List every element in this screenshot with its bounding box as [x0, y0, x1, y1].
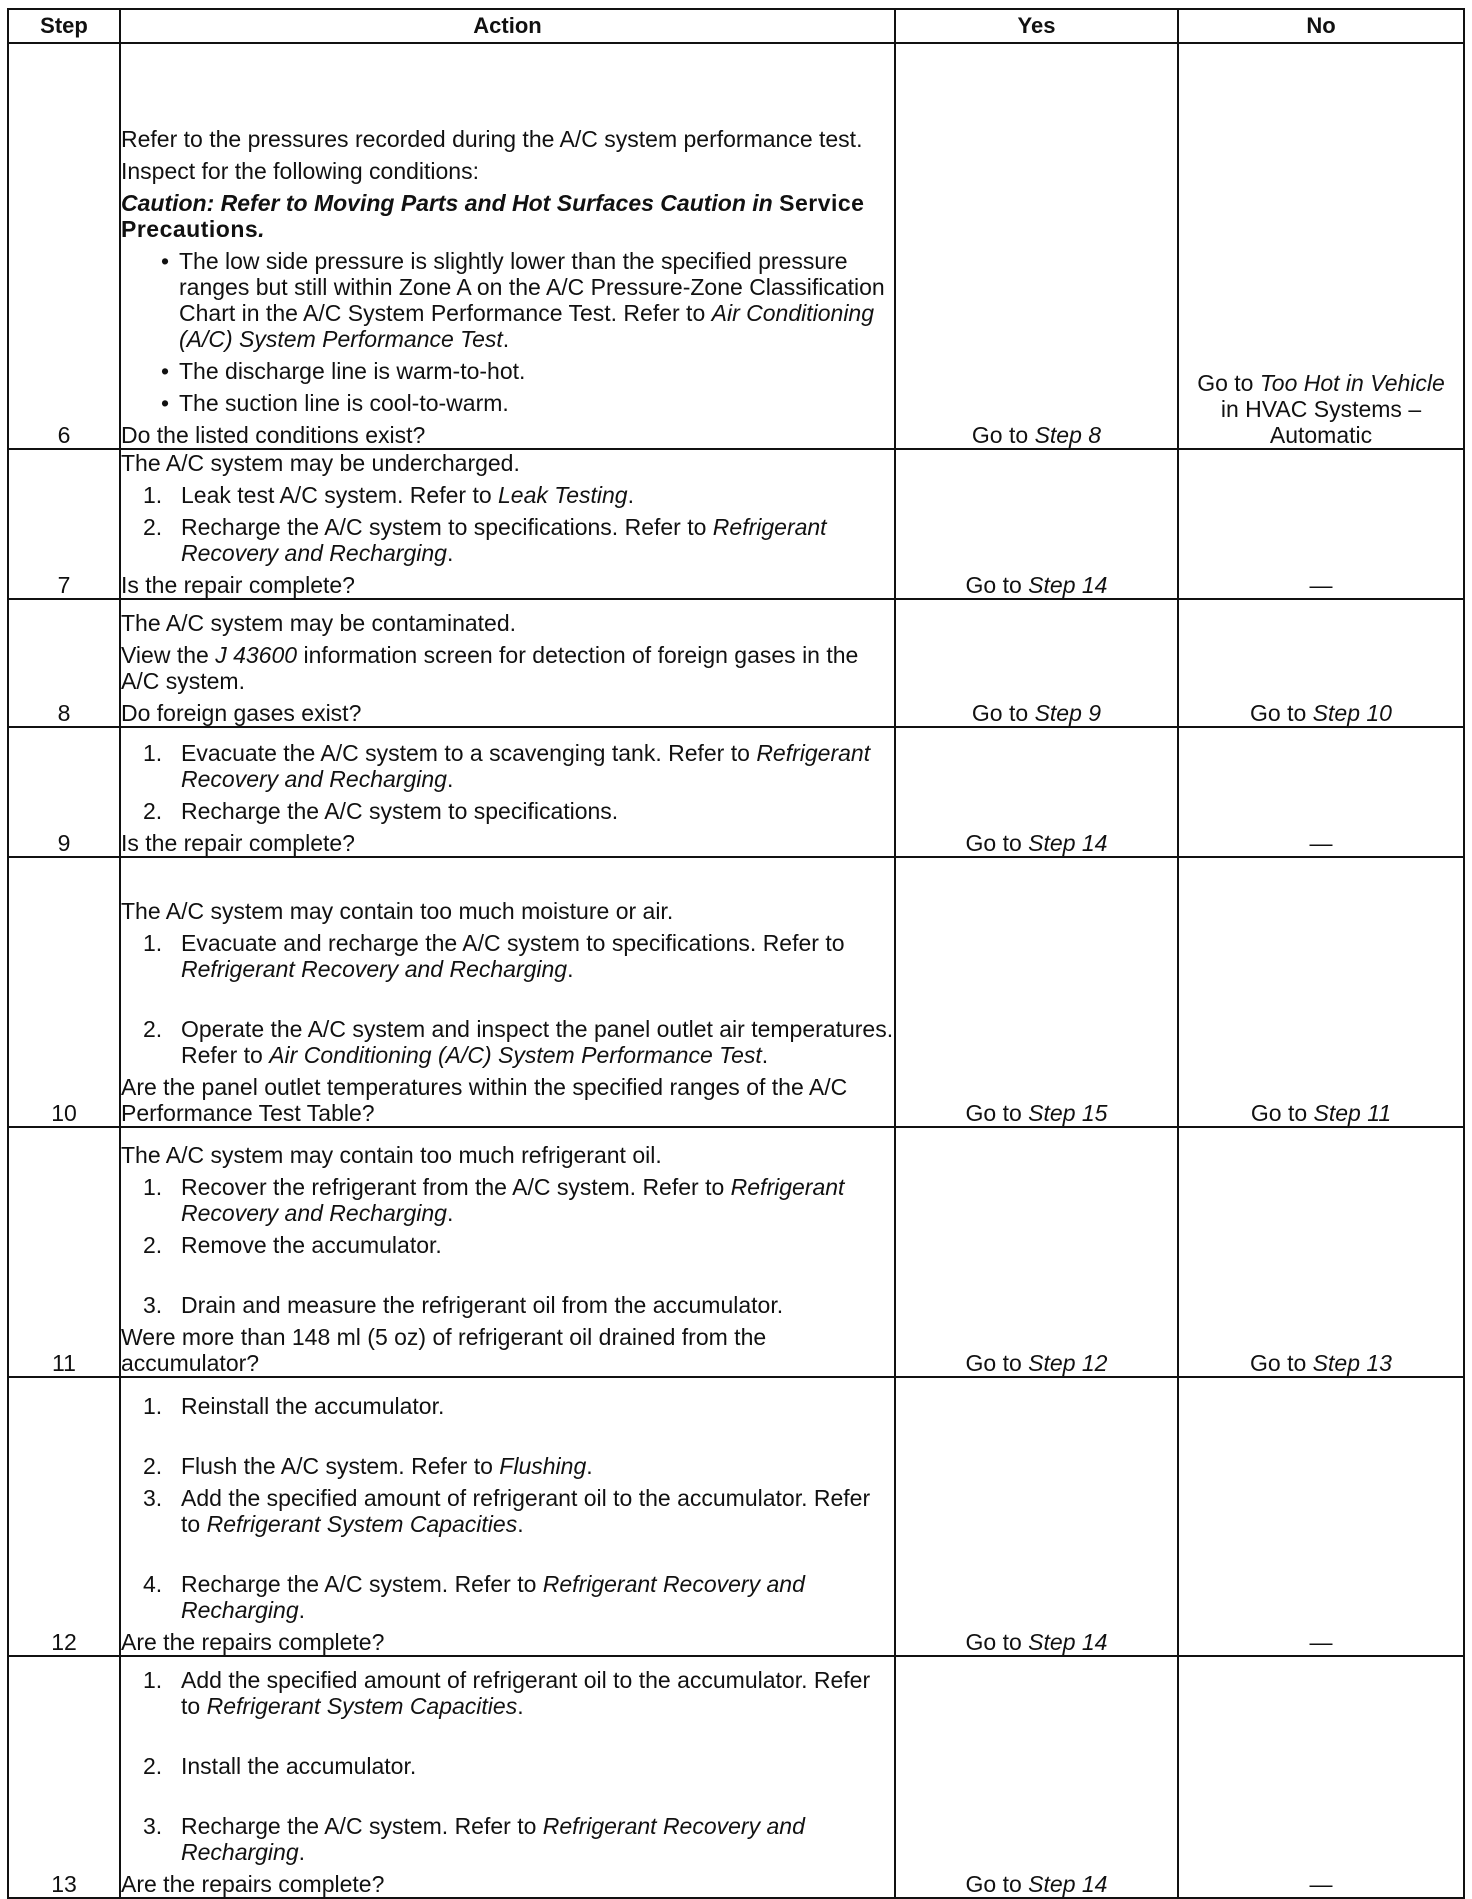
list-item: 1. Reinstall the accumulator.	[143, 1393, 445, 1419]
list-item: 1. Evacuate and recharge the A/C system to specifications. Refer to Refrigerant Recovery and Recharging.	[143, 930, 845, 982]
action-cell	[120, 449, 895, 599]
reference-link[interactable]: Refrigerant Recovery and Recharging	[181, 956, 568, 982]
question-text: Are the repairs complete?	[121, 1629, 385, 1655]
yes-cell: Go to Step 14	[895, 727, 1178, 857]
step-number: 13	[8, 1656, 120, 1898]
step-number: 8	[8, 599, 120, 727]
list-item: 3. Drain and measure the refrigerant oil from the accumulator.	[143, 1292, 784, 1318]
list-item: • The suction line is cool-to-warm.	[121, 390, 894, 416]
table-row	[8, 727, 1464, 857]
list-item: 4. Recharge the A/C system. Refer to Refrigerant Recovery and Recharging.	[143, 1571, 805, 1623]
caution-note: Caution: Refer to Moving Parts and Hot Surfaces Caution in Service Precautions.	[121, 190, 865, 242]
step-number: 11	[8, 1127, 120, 1377]
action-text: View the J 43600 information screen for detection of foreign gases in the A/C system.	[121, 642, 859, 694]
numbered-list	[121, 1174, 894, 1318]
list-item: 1. Recover the refrigerant from the A/C system. Refer to Refrigerant Recovery and Recharging.	[143, 1174, 845, 1226]
question-text: Were more than 148 ml (5 oz) of refrigerant oil drained from the accumulator?	[121, 1324, 767, 1376]
tool-reference: J 43600	[215, 642, 298, 668]
step-number: 10	[8, 857, 120, 1127]
list-item: 1. Add the specified amount of refrigerant oil to the accumulator. Refer to Refrigerant System Capacities.	[143, 1667, 871, 1719]
question-text: Do the listed conditions exist?	[121, 422, 426, 448]
action-cell	[120, 43, 895, 449]
table-row	[8, 43, 1464, 449]
action-cell	[120, 599, 895, 727]
question-text: Do foreign gases exist?	[121, 700, 362, 726]
action-text: The A/C system may be undercharged.	[121, 450, 520, 476]
question-text: Are the repairs complete?	[121, 1871, 385, 1897]
goto-step-link[interactable]: Step 14	[1028, 1629, 1108, 1655]
list-item: 3. Add the specified amount of refrigerant oil to the accumulator. Refer to Refrigerant System Capacities.	[143, 1485, 871, 1537]
goto-step-link[interactable]: Step 9	[1034, 700, 1102, 726]
table-row	[8, 857, 1464, 1127]
reference-link[interactable]: Leak Testing	[498, 482, 628, 508]
question-text: Is the repair complete?	[121, 572, 355, 598]
question-text: Are the panel outlet temperatures within the specified ranges of the A/C Performance Test Table?	[121, 1074, 848, 1126]
action-text: The A/C system may be contaminated.	[121, 610, 517, 636]
list-item: 2. Recharge the A/C system to specifications. Refer to Refrigerant Recovery and Recharging.	[143, 514, 827, 566]
goto-step-link[interactable]: Step 14	[1028, 572, 1108, 598]
list-item: 1. Leak test A/C system. Refer to Leak Testing.	[143, 482, 634, 508]
list-item: 2. Operate the A/C system and inspect the panel outlet air temperatures. Refer to Air Conditioning (A/C) System Performance Test.	[143, 1016, 894, 1068]
action-text: Inspect for the following conditions:	[121, 158, 479, 184]
action-cell	[120, 1377, 895, 1656]
no-cell: Go to Step 10	[1178, 599, 1464, 727]
list-item: 2. Recharge the A/C system to specifications.	[143, 798, 619, 824]
no-cell: —	[1178, 727, 1464, 857]
yes-cell: Go to Step 14	[895, 449, 1178, 599]
header-row	[8, 9, 1464, 43]
condition-list	[121, 248, 894, 416]
goto-step-link[interactable]: Step 11	[1313, 1100, 1392, 1126]
goto-step-link[interactable]: Step 14	[1028, 830, 1108, 856]
list-item: 1. Evacuate the A/C system to a scavenging tank. Refer to Refrigerant Recovery and Recharging.	[143, 740, 871, 792]
list-item: 2. Remove the accumulator.	[143, 1232, 442, 1258]
reference-link[interactable]: Flushing	[499, 1453, 587, 1479]
no-cell: —	[1178, 1377, 1464, 1656]
table-row	[8, 1127, 1464, 1377]
numbered-list	[121, 740, 894, 824]
yes-cell: Go to Step 14	[895, 1377, 1178, 1656]
goto-step-link[interactable]: Step 13	[1312, 1350, 1392, 1376]
header-yes: Yes	[895, 9, 1178, 43]
goto-step-link[interactable]: Step 8	[1034, 422, 1102, 448]
page	[7, 8, 1465, 1899]
header-no: No	[1178, 9, 1464, 43]
reference-link[interactable]: Refrigerant Recovery and Recharging	[181, 1174, 845, 1226]
step-number: 12	[8, 1377, 120, 1656]
table-row	[8, 1377, 1464, 1656]
reference-link[interactable]: Refrigerant System Capacities	[206, 1693, 518, 1719]
action-cell	[120, 1127, 895, 1377]
header-action: Action	[120, 9, 895, 43]
action-cell	[120, 1656, 895, 1898]
no-cell: —	[1178, 449, 1464, 599]
action-cell	[120, 727, 895, 857]
reference-link[interactable]: Air Conditioning (A/C) System Performance Test	[269, 1042, 762, 1068]
list-item: 2. Install the accumulator.	[143, 1753, 417, 1779]
too-hot-link[interactable]: Too Hot in Vehicle	[1259, 370, 1445, 396]
header-step: Step	[8, 9, 120, 43]
action-text: Refer to the pressures recorded during the A/C system performance test.	[121, 126, 863, 152]
no-cell: Go to Step 11	[1178, 857, 1464, 1127]
step-number: 9	[8, 727, 120, 857]
yes-cell: Go to Step 15	[895, 857, 1178, 1127]
step-number: 7	[8, 449, 120, 599]
yes-cell: Go to Step 12	[895, 1127, 1178, 1377]
reference-link[interactable]: Refrigerant Recovery and Recharging	[181, 1571, 805, 1623]
step-number: 6	[8, 43, 120, 449]
table-row	[8, 449, 1464, 599]
goto-step-link[interactable]: Step 12	[1028, 1350, 1108, 1376]
action-text: The A/C system may contain too much refrigerant oil.	[121, 1142, 662, 1168]
reference-link[interactable]: Refrigerant Recovery and Recharging	[181, 740, 871, 792]
list-item: • The low side pressure is slightly lower than the specified pressure ranges but still within Zone A on the A/C Pressure-Zone Classification Chart in the A/C System Performance Test. Refer to Air Conditioning (A/C) System Performance Test.	[121, 248, 894, 352]
goto-step-link[interactable]: Step 10	[1312, 700, 1392, 726]
yes-cell: Go to Step 14	[895, 1656, 1178, 1898]
reference-link[interactable]: Refrigerant System Capacities	[206, 1511, 518, 1537]
service-precautions-link[interactable]: Service Precautions	[121, 190, 865, 242]
reference-link[interactable]: Refrigerant Recovery and Recharging	[181, 1813, 805, 1865]
no-cell: Go to Step 13	[1178, 1127, 1464, 1377]
no-cell: —	[1178, 1656, 1464, 1898]
list-item: • The discharge line is warm-to-hot.	[121, 358, 894, 384]
goto-step-link[interactable]: Step 14	[1028, 1871, 1108, 1897]
goto-step-link[interactable]: Step 15	[1028, 1100, 1108, 1126]
list-item: 3. Recharge the A/C system. Refer to Refrigerant Recovery and Recharging.	[143, 1813, 805, 1865]
yes-cell: Go to Step 9	[895, 599, 1178, 727]
question-text: Is the repair complete?	[121, 830, 355, 856]
action-text: The A/C system may contain too much moisture or air.	[121, 898, 674, 924]
no-cell: Go to Too Hot in Vehicle in HVAC Systems – Automatic	[1178, 43, 1464, 449]
list-item: 2. Flush the A/C system. Refer to Flushing.	[143, 1453, 593, 1479]
numbered-list	[121, 930, 894, 1068]
table-row	[8, 599, 1464, 727]
numbered-list	[121, 482, 894, 566]
reference-link[interactable]: Refrigerant Recovery and Recharging	[181, 514, 827, 566]
table-row	[8, 1656, 1464, 1898]
yes-cell: Go to Step 8	[895, 43, 1178, 449]
diagnostic-table	[7, 8, 1465, 1899]
reference-link[interactable]: Air Conditioning (A/C) System Performance Test	[179, 300, 875, 352]
action-cell	[120, 857, 895, 1127]
numbered-list	[121, 1393, 894, 1623]
numbered-list	[121, 1667, 894, 1865]
